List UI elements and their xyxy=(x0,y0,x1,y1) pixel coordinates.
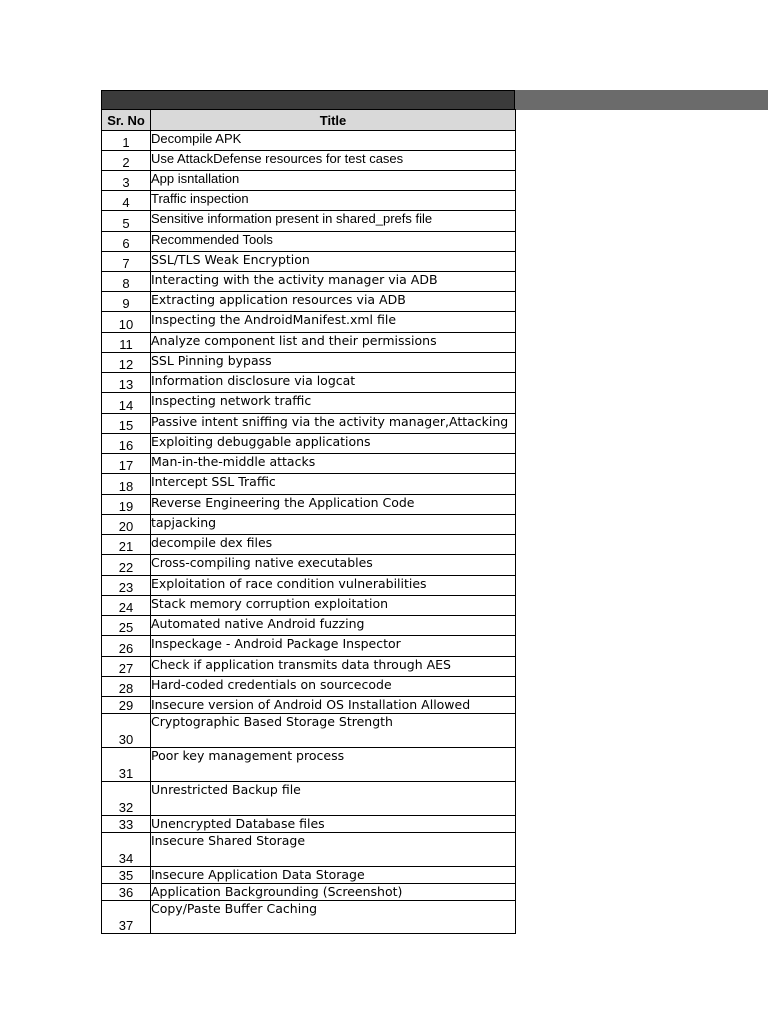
test-case-table xyxy=(101,109,516,934)
row-title: Cryptographic Based Storage Strength xyxy=(151,714,516,748)
table-row xyxy=(102,833,516,867)
row-number: 36 xyxy=(102,884,151,901)
table-row xyxy=(102,232,516,252)
row-number: 31 xyxy=(102,748,151,782)
row-title: Insecure Application Data Storage xyxy=(151,867,516,884)
row-title: Exploitation of race condition vulnerabilities xyxy=(151,576,516,596)
row-number: 6 xyxy=(102,232,151,252)
row-number: 22 xyxy=(102,555,151,576)
table-row xyxy=(102,867,516,884)
row-title: Unencrypted Database files xyxy=(151,816,516,833)
row-title: Poor key management process xyxy=(151,748,516,782)
row-number: 34 xyxy=(102,833,151,867)
row-title: Insecure version of Android OS Installation Allowed xyxy=(151,697,516,714)
row-title: Passive intent sniffing via the activity manager,Attacking xyxy=(151,414,516,434)
row-title: Recommended Tools xyxy=(151,232,516,252)
row-title: Extracting application resources via ADB xyxy=(151,292,516,312)
row-number: 25 xyxy=(102,616,151,636)
row-number: 14 xyxy=(102,393,151,414)
row-number: 2 xyxy=(102,151,151,171)
table-row xyxy=(102,272,516,292)
row-number: 12 xyxy=(102,353,151,373)
table-row xyxy=(102,884,516,901)
table-row xyxy=(102,252,516,272)
row-number: 21 xyxy=(102,535,151,555)
table-row xyxy=(102,454,516,474)
row-title: Interacting with the activity manager via ADB xyxy=(151,272,516,292)
row-title: Inspecting network traffic xyxy=(151,393,516,414)
row-title: SSL Pinning bypass xyxy=(151,353,516,373)
row-number: 32 xyxy=(102,782,151,816)
row-number: 29 xyxy=(102,697,151,714)
row-title: Man-in-the-middle attacks xyxy=(151,454,516,474)
row-number: 10 xyxy=(102,312,151,333)
row-number: 24 xyxy=(102,596,151,616)
table-row xyxy=(102,151,516,171)
row-number: 23 xyxy=(102,576,151,596)
table-row xyxy=(102,373,516,393)
row-number: 27 xyxy=(102,657,151,677)
row-title: Traffic inspection xyxy=(151,191,516,211)
table-row xyxy=(102,697,516,714)
row-title: Check if application transmits data through AES xyxy=(151,657,516,677)
table-row xyxy=(102,312,516,333)
table-row xyxy=(102,576,516,596)
table-row xyxy=(102,782,516,816)
row-title: Reverse Engineering the Application Code xyxy=(151,495,516,515)
table-row xyxy=(102,131,516,151)
header-band xyxy=(101,90,515,110)
table-row xyxy=(102,434,516,454)
row-number: 37 xyxy=(102,901,151,934)
sr-no-header: Sr. No xyxy=(102,110,151,131)
header-row xyxy=(102,110,516,131)
row-title: SSL/TLS Weak Encryption xyxy=(151,252,516,272)
table-row xyxy=(102,657,516,677)
row-title: Application Backgrounding (Screenshot) xyxy=(151,884,516,901)
row-title: Decompile APK xyxy=(151,131,516,151)
row-title: Unrestricted Backup file xyxy=(151,782,516,816)
row-number: 30 xyxy=(102,714,151,748)
table-row xyxy=(102,677,516,697)
row-title: decompile dex files xyxy=(151,535,516,555)
row-number: 5 xyxy=(102,211,151,232)
row-number: 19 xyxy=(102,495,151,515)
row-title: Inspecting the AndroidManifest.xml file xyxy=(151,312,516,333)
row-number: 26 xyxy=(102,636,151,657)
table-row xyxy=(102,333,516,353)
row-number: 3 xyxy=(102,171,151,191)
row-title: Exploiting debuggable applications xyxy=(151,434,516,454)
table-row xyxy=(102,636,516,657)
row-title: Automated native Android fuzzing xyxy=(151,616,516,636)
row-number: 1 xyxy=(102,131,151,151)
row-number: 13 xyxy=(102,373,151,393)
table-row xyxy=(102,474,516,495)
row-title: App isntallation xyxy=(151,171,516,191)
table-row xyxy=(102,211,516,232)
table-row xyxy=(102,816,516,833)
row-number: 11 xyxy=(102,333,151,353)
row-number: 35 xyxy=(102,867,151,884)
row-number: 17 xyxy=(102,454,151,474)
row-number: 4 xyxy=(102,191,151,211)
row-title: Stack memory corruption exploitation xyxy=(151,596,516,616)
row-title: Cross-compiling native executables xyxy=(151,555,516,576)
table-row xyxy=(102,555,516,576)
row-title: tapjacking xyxy=(151,515,516,535)
table-row xyxy=(102,171,516,191)
table-row xyxy=(102,748,516,782)
table-row xyxy=(102,596,516,616)
row-number: 20 xyxy=(102,515,151,535)
row-title: Insecure Shared Storage xyxy=(151,833,516,867)
header-band-extension xyxy=(515,90,768,110)
row-title: Inspeckage - Android Package Inspector xyxy=(151,636,516,657)
row-number: 18 xyxy=(102,474,151,495)
table-row xyxy=(102,616,516,636)
row-title: Sensitive information present in shared_prefs file xyxy=(151,211,516,232)
table-row xyxy=(102,714,516,748)
row-number: 33 xyxy=(102,816,151,833)
table-row xyxy=(102,535,516,555)
row-number: 16 xyxy=(102,434,151,454)
row-title: Use AttackDefense resources for test cases xyxy=(151,151,516,171)
table-row xyxy=(102,393,516,414)
table-row xyxy=(102,191,516,211)
table-row xyxy=(102,414,516,434)
row-number: 7 xyxy=(102,252,151,272)
row-title: Hard-coded credentials on sourcecode xyxy=(151,677,516,697)
row-title: Information disclosure via logcat xyxy=(151,373,516,393)
table-row xyxy=(102,515,516,535)
table-row xyxy=(102,495,516,515)
row-number: 15 xyxy=(102,414,151,434)
row-number: 28 xyxy=(102,677,151,697)
table-row xyxy=(102,901,516,934)
row-number: 9 xyxy=(102,292,151,312)
row-title: Analyze component list and their permissions xyxy=(151,333,516,353)
row-title: Intercept SSL Traffic xyxy=(151,474,516,495)
row-title: Copy/Paste Buffer Caching xyxy=(151,901,516,934)
table-row xyxy=(102,353,516,373)
row-number: 8 xyxy=(102,272,151,292)
title-header: Title xyxy=(151,110,516,131)
table-row xyxy=(102,292,516,312)
